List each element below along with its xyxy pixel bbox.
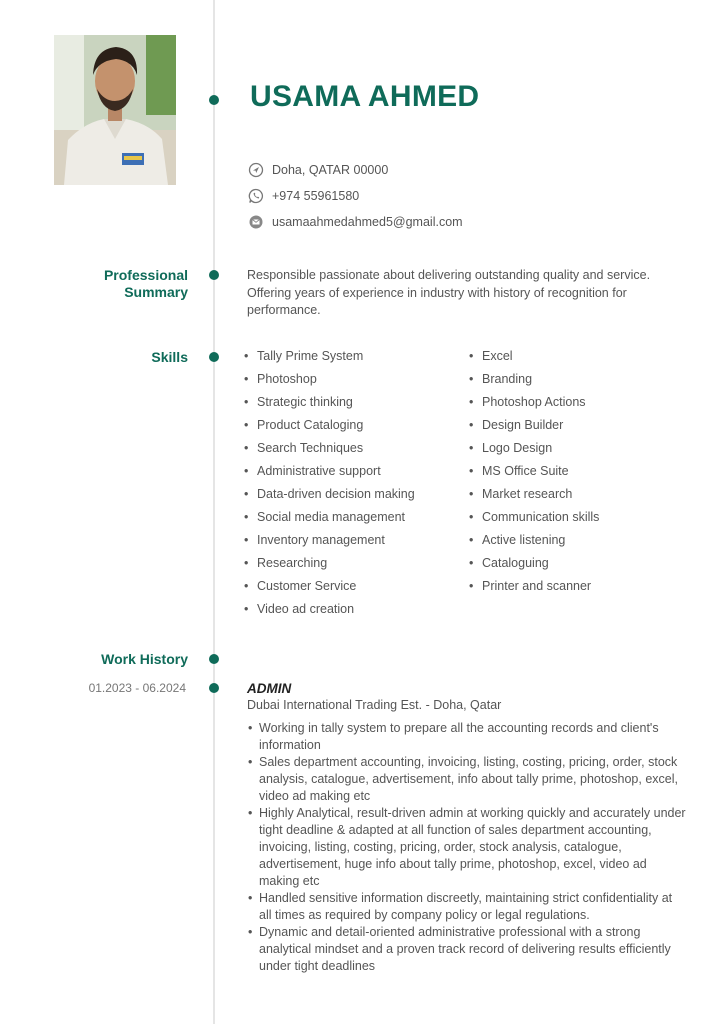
job-dates: 01.2023 - 06.2024 bbox=[88, 681, 186, 695]
timeline-dot-skills bbox=[209, 352, 219, 362]
candidate-name: USAMA AHMED bbox=[250, 80, 480, 113]
location-arrow-icon bbox=[248, 162, 264, 178]
skill-item: • Printer and scanner bbox=[469, 578, 599, 601]
skill-item: • Customer Service bbox=[244, 578, 415, 601]
contact-phone bbox=[248, 187, 359, 205]
skill-item: • Researching bbox=[244, 555, 415, 578]
skills-list-left bbox=[244, 348, 415, 624]
job-bullet: • Handled sensitive information discreetly, maintaining strict confidentiality at all times as required by company policy or legal regulations. bbox=[247, 890, 687, 924]
skill-item: • Active listening bbox=[469, 532, 599, 555]
skill-item: • Excel bbox=[469, 348, 599, 371]
skill-item: • Branding bbox=[469, 371, 599, 394]
summary-heading-line2: Summary bbox=[124, 284, 188, 300]
timeline-dot-summary bbox=[209, 270, 219, 280]
job-bullet-list bbox=[247, 720, 687, 975]
timeline-dot-job bbox=[209, 683, 219, 693]
location-text: Doha, QATAR 00000 bbox=[272, 163, 389, 177]
skill-item: • Strategic thinking bbox=[244, 394, 415, 417]
job-bullet: • Highly Analytical, result-driven admin at working quickly and accurately under tight deadline & adapted at all function of sales department accounting, invoicing, listing, costing, pricing, order, stock analysis, catalogue, advertisement, huge info about tally prime, photoshop, excel, video ad making etc bbox=[247, 805, 687, 890]
skills-list-right bbox=[469, 348, 599, 601]
summary-heading bbox=[38, 267, 188, 301]
skill-item: • Logo Design bbox=[469, 440, 599, 463]
job-company: Dubai International Trading Est. - Doha, Qatar bbox=[247, 698, 502, 712]
summary-text: Responsible passionate about delivering outstanding quality and service. Offering years of experience in industry with history of recognition for performance. bbox=[247, 268, 651, 317]
phone-text[interactable]: +974 55961580 bbox=[272, 189, 360, 203]
skill-item: • Product Cataloging bbox=[244, 417, 415, 440]
skill-item: • Photoshop bbox=[244, 371, 415, 394]
skill-item: • Communication skills bbox=[469, 509, 599, 532]
contact-location bbox=[248, 161, 388, 179]
job-bullet: • Sales department accounting, invoicing, listing, costing, pricing, order, stock analysis, catalogue, advertisement, info about tally prime, photoshop, excel, video ad making etc bbox=[247, 754, 687, 805]
whatsapp-phone-icon bbox=[248, 188, 264, 204]
skill-item: • Administrative support bbox=[244, 463, 415, 486]
skills-heading: Skills bbox=[151, 349, 188, 365]
skill-item: • Design Builder bbox=[469, 417, 599, 440]
skill-item: • Data-driven decision making bbox=[244, 486, 415, 509]
skill-item: • Social media management bbox=[244, 509, 415, 532]
skill-item: • Inventory management bbox=[244, 532, 415, 555]
job-bullet: • Working in tally system to prepare all the accounting records and client's information bbox=[247, 720, 687, 754]
contact-email bbox=[248, 213, 463, 231]
skill-item: • Tally Prime System bbox=[244, 348, 415, 371]
timeline-line bbox=[213, 0, 215, 1024]
email-text[interactable]: usamaahmedahmed5@gmail.com bbox=[272, 215, 463, 229]
skill-item: • Market research bbox=[469, 486, 599, 509]
email-bubble-icon bbox=[248, 214, 264, 230]
timeline-dot-name bbox=[209, 95, 219, 105]
skill-item: • Photoshop Actions bbox=[469, 394, 599, 417]
skill-item: • MS Office Suite bbox=[469, 463, 599, 486]
skill-item: • Cataloguing bbox=[469, 555, 599, 578]
job-bullet: • Dynamic and detail-oriented administrative professional with a strong analytical mindset and a proven track record of delivering results efficiently under tight deadlines bbox=[247, 924, 687, 975]
work-heading: Work History bbox=[101, 651, 188, 667]
skill-item: • Video ad creation bbox=[244, 601, 415, 624]
skill-item: • Search Techniques bbox=[244, 440, 415, 463]
summary-heading-line1: Professional bbox=[103, 267, 188, 283]
job-title: ADMIN bbox=[247, 681, 292, 696]
timeline-dot-work bbox=[209, 654, 219, 664]
profile-photo bbox=[54, 35, 176, 185]
